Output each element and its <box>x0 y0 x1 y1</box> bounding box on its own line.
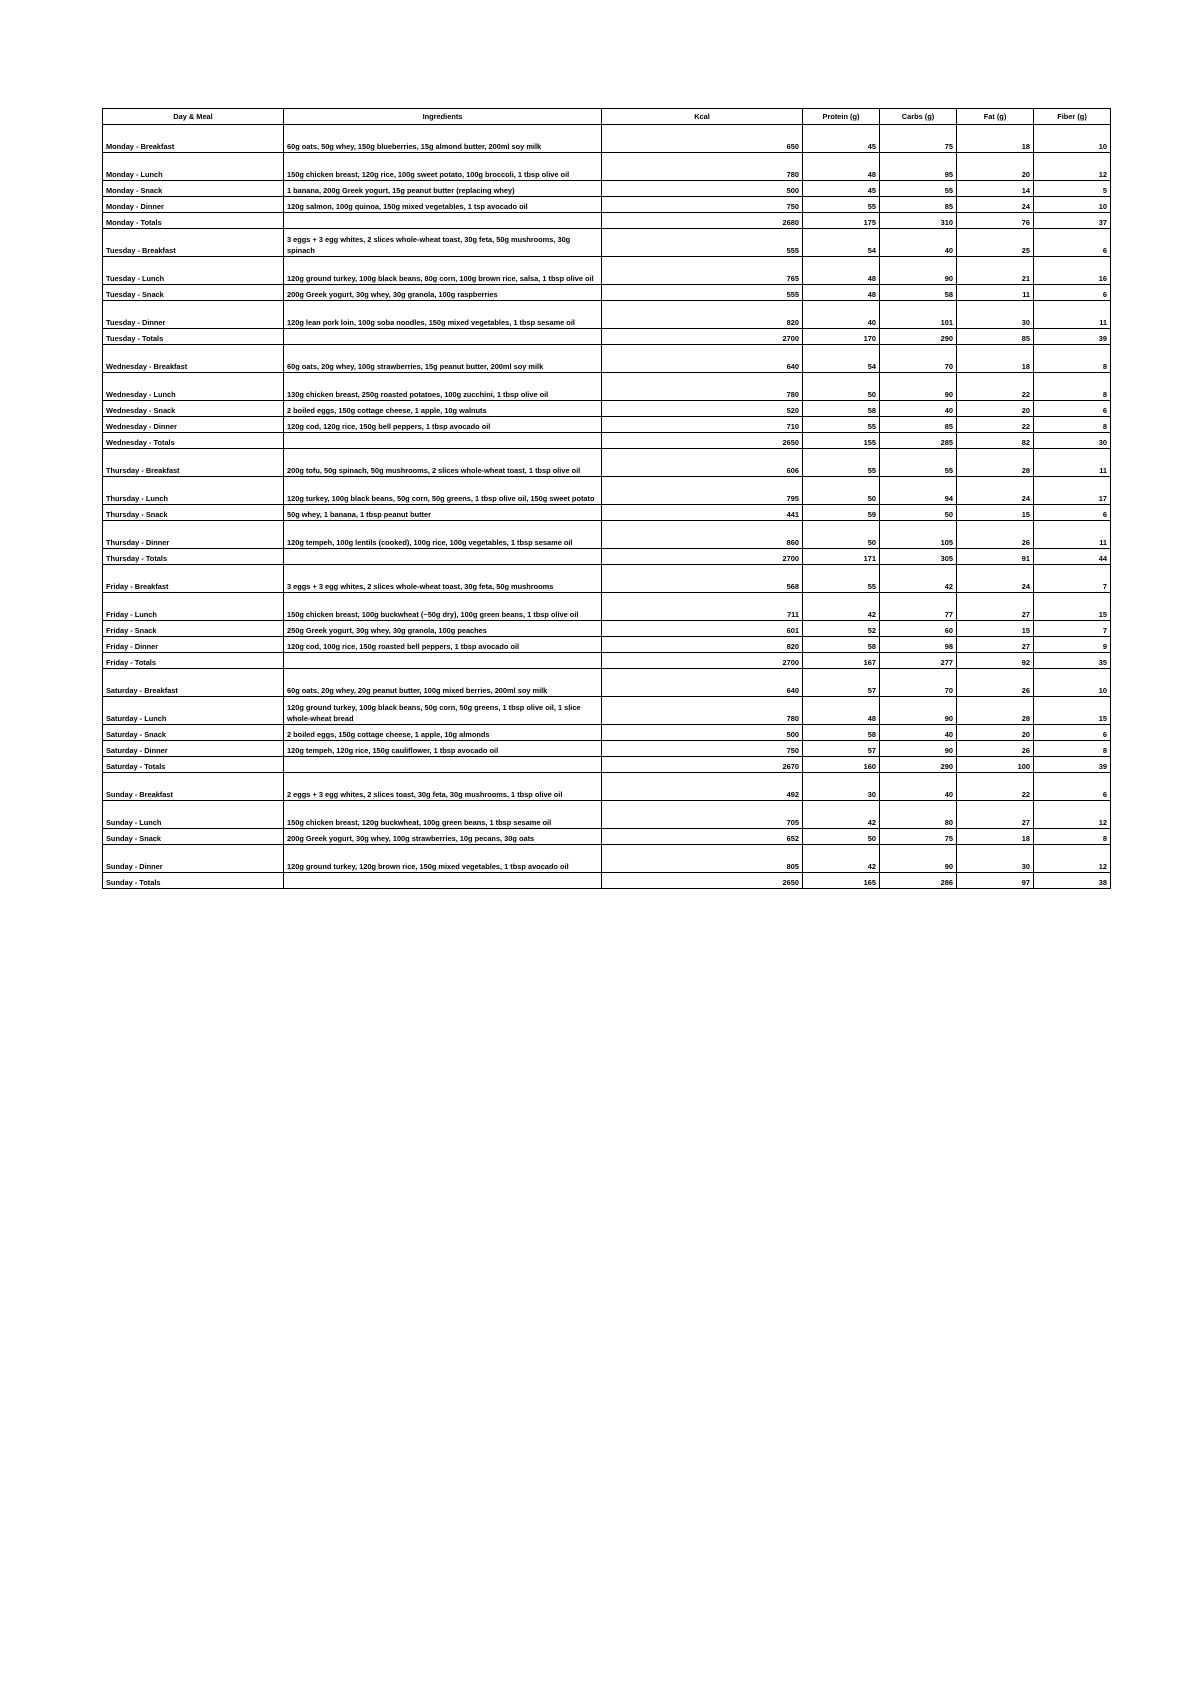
cell-fiber: 6 <box>1034 773 1111 801</box>
cell-fiber: 7 <box>1034 621 1111 637</box>
cell-kcal: 780 <box>602 373 803 401</box>
cell-fiber: 35 <box>1034 653 1111 669</box>
cell-carbs: 90 <box>880 373 957 401</box>
cell-carbs: 290 <box>880 757 957 773</box>
cell-ingredients <box>284 873 602 889</box>
table-row <box>103 401 1111 417</box>
cell-kcal: 765 <box>602 257 803 285</box>
cell-ingredients: 150g chicken breast, 100g buckwheat (~50g dry), 100g green beans, 1 tbsp olive oil <box>284 593 602 621</box>
cell-ingredients: 150g chicken breast, 120g buckwheat, 100g green beans, 1 tbsp sesame oil <box>284 801 602 829</box>
table-row <box>103 433 1111 449</box>
cell-fiber: 7 <box>1034 565 1111 593</box>
cell-day-meal: Tuesday - Dinner <box>103 301 284 329</box>
table-row <box>103 329 1111 345</box>
cell-kcal: 780 <box>602 153 803 181</box>
cell-fat: 11 <box>957 285 1034 301</box>
cell-ingredients: 2 eggs + 3 egg whites, 2 slices toast, 30g feta, 30g mushrooms, 1 tbsp olive oil <box>284 773 602 801</box>
cell-protein: 42 <box>803 801 880 829</box>
cell-fat: 27 <box>957 593 1034 621</box>
cell-fat: 85 <box>957 329 1034 345</box>
cell-kcal: 500 <box>602 181 803 197</box>
cell-carbs: 105 <box>880 521 957 549</box>
cell-carbs: 40 <box>880 725 957 741</box>
cell-kcal: 780 <box>602 697 803 725</box>
cell-carbs: 75 <box>880 829 957 845</box>
cell-day-meal: Friday - Totals <box>103 653 284 669</box>
header-ingredients: Ingredients <box>284 109 602 125</box>
cell-carbs: 286 <box>880 873 957 889</box>
cell-day-meal: Tuesday - Breakfast <box>103 229 284 257</box>
cell-carbs: 90 <box>880 257 957 285</box>
cell-carbs: 55 <box>880 449 957 477</box>
cell-kcal: 492 <box>602 773 803 801</box>
cell-fiber: 16 <box>1034 257 1111 285</box>
cell-kcal: 820 <box>602 301 803 329</box>
cell-day-meal: Saturday - Snack <box>103 725 284 741</box>
cell-day-meal: Tuesday - Lunch <box>103 257 284 285</box>
cell-ingredients: 120g cod, 120g rice, 150g bell peppers, 1 tbsp avocado oil <box>284 417 602 433</box>
cell-day-meal: Friday - Dinner <box>103 637 284 653</box>
cell-fiber: 8 <box>1034 417 1111 433</box>
cell-carbs: 285 <box>880 433 957 449</box>
cell-carbs: 55 <box>880 181 957 197</box>
cell-carbs: 85 <box>880 197 957 213</box>
cell-fat: 76 <box>957 213 1034 229</box>
cell-fat: 14 <box>957 181 1034 197</box>
table-row <box>103 521 1111 549</box>
cell-day-meal: Wednesday - Totals <box>103 433 284 449</box>
cell-protein: 50 <box>803 521 880 549</box>
cell-fiber: 44 <box>1034 549 1111 565</box>
cell-carbs: 101 <box>880 301 957 329</box>
cell-kcal: 820 <box>602 637 803 653</box>
cell-kcal: 705 <box>602 801 803 829</box>
cell-fiber: 6 <box>1034 229 1111 257</box>
cell-ingredients: 60g oats, 50g whey, 150g blueberries, 15g almond butter, 200ml soy milk <box>284 125 602 153</box>
cell-fiber: 39 <box>1034 757 1111 773</box>
cell-carbs: 40 <box>880 401 957 417</box>
cell-protein: 42 <box>803 845 880 873</box>
cell-protein: 30 <box>803 773 880 801</box>
cell-day-meal: Saturday - Totals <box>103 757 284 773</box>
cell-kcal: 640 <box>602 345 803 373</box>
cell-protein: 55 <box>803 417 880 433</box>
cell-day-meal: Wednesday - Snack <box>103 401 284 417</box>
cell-fat: 20 <box>957 725 1034 741</box>
cell-ingredients: 200g Greek yogurt, 30g whey, 100g strawberries, 10g pecans, 30g oats <box>284 829 602 845</box>
cell-day-meal: Sunday - Totals <box>103 873 284 889</box>
meal-plan-sheet <box>102 108 1109 889</box>
header-day-meal: Day & Meal <box>103 109 284 125</box>
table-body <box>103 125 1111 889</box>
cell-protein: 171 <box>803 549 880 565</box>
cell-fiber: 12 <box>1034 153 1111 181</box>
cell-ingredients: 120g salmon, 100g quinoa, 150g mixed vegetables, 1 tsp avocado oil <box>284 197 602 213</box>
table-row <box>103 505 1111 521</box>
cell-ingredients: 150g chicken breast, 120g rice, 100g sweet potato, 100g broccoli, 1 tbsp olive oil <box>284 153 602 181</box>
cell-carbs: 77 <box>880 593 957 621</box>
table-row <box>103 873 1111 889</box>
cell-fiber: 8 <box>1034 829 1111 845</box>
cell-fat: 21 <box>957 257 1034 285</box>
cell-kcal: 500 <box>602 725 803 741</box>
cell-carbs: 277 <box>880 653 957 669</box>
cell-kcal: 555 <box>602 285 803 301</box>
cell-fiber: 10 <box>1034 669 1111 697</box>
cell-protein: 45 <box>803 125 880 153</box>
cell-fiber: 11 <box>1034 521 1111 549</box>
cell-day-meal: Thursday - Snack <box>103 505 284 521</box>
table-row <box>103 637 1111 653</box>
cell-fat: 97 <box>957 873 1034 889</box>
cell-fat: 22 <box>957 773 1034 801</box>
cell-carbs: 80 <box>880 801 957 829</box>
cell-kcal: 795 <box>602 477 803 505</box>
cell-fiber: 37 <box>1034 213 1111 229</box>
cell-carbs: 90 <box>880 741 957 757</box>
cell-carbs: 40 <box>880 773 957 801</box>
cell-fat: 25 <box>957 229 1034 257</box>
cell-protein: 55 <box>803 565 880 593</box>
cell-ingredients: 120g lean pork loin, 100g soba noodles, 150g mixed vegetables, 1 tbsp sesame oil <box>284 301 602 329</box>
cell-fat: 20 <box>957 401 1034 417</box>
cell-fiber: 39 <box>1034 329 1111 345</box>
cell-kcal: 640 <box>602 669 803 697</box>
table-row <box>103 125 1111 153</box>
cell-protein: 58 <box>803 725 880 741</box>
cell-fat: 22 <box>957 417 1034 433</box>
table-row <box>103 801 1111 829</box>
header-carbs: Carbs (g) <box>880 109 957 125</box>
cell-ingredients: 1 banana, 200g Greek yogurt, 15g peanut butter (replacing whey) <box>284 181 602 197</box>
cell-kcal: 555 <box>602 229 803 257</box>
cell-fiber: 38 <box>1034 873 1111 889</box>
cell-ingredients: 120g cod, 100g rice, 150g roasted bell peppers, 1 tbsp avocado oil <box>284 637 602 653</box>
cell-kcal: 2670 <box>602 757 803 773</box>
cell-fiber: 9 <box>1034 637 1111 653</box>
cell-fat: 92 <box>957 653 1034 669</box>
cell-ingredients: 120g ground turkey, 100g black beans, 80g corn, 100g brown rice, salsa, 1 tbsp olive oil <box>284 257 602 285</box>
table-row <box>103 477 1111 505</box>
cell-fiber: 15 <box>1034 593 1111 621</box>
cell-day-meal: Monday - Breakfast <box>103 125 284 153</box>
cell-day-meal: Monday - Snack <box>103 181 284 197</box>
cell-ingredients: 200g tofu, 50g spinach, 50g mushrooms, 2 slices whole-wheat toast, 1 tbsp olive oil <box>284 449 602 477</box>
cell-kcal: 568 <box>602 565 803 593</box>
table-row <box>103 197 1111 213</box>
cell-fiber: 11 <box>1034 449 1111 477</box>
cell-day-meal: Wednesday - Lunch <box>103 373 284 401</box>
cell-protein: 40 <box>803 301 880 329</box>
table-row <box>103 697 1111 725</box>
cell-fat: 27 <box>957 637 1034 653</box>
cell-day-meal: Saturday - Dinner <box>103 741 284 757</box>
cell-carbs: 58 <box>880 285 957 301</box>
cell-day-meal: Thursday - Breakfast <box>103 449 284 477</box>
cell-day-meal: Friday - Snack <box>103 621 284 637</box>
cell-fat: 24 <box>957 565 1034 593</box>
cell-fat: 27 <box>957 801 1034 829</box>
cell-carbs: 290 <box>880 329 957 345</box>
cell-day-meal: Tuesday - Snack <box>103 285 284 301</box>
table-row <box>103 565 1111 593</box>
cell-day-meal: Saturday - Breakfast <box>103 669 284 697</box>
cell-fat: 91 <box>957 549 1034 565</box>
cell-protein: 45 <box>803 181 880 197</box>
cell-carbs: 305 <box>880 549 957 565</box>
header-row <box>103 109 1111 125</box>
cell-fat: 15 <box>957 505 1034 521</box>
cell-fat: 26 <box>957 741 1034 757</box>
cell-fat: 30 <box>957 301 1034 329</box>
table-row <box>103 345 1111 373</box>
cell-protein: 175 <box>803 213 880 229</box>
cell-ingredients: 200g Greek yogurt, 30g whey, 30g granola, 100g raspberries <box>284 285 602 301</box>
cell-protein: 155 <box>803 433 880 449</box>
cell-kcal: 711 <box>602 593 803 621</box>
cell-day-meal: Thursday - Totals <box>103 549 284 565</box>
table-row <box>103 669 1111 697</box>
cell-day-meal: Sunday - Breakfast <box>103 773 284 801</box>
cell-kcal: 2680 <box>602 213 803 229</box>
table-row <box>103 757 1111 773</box>
cell-ingredients: 60g oats, 20g whey, 20g peanut butter, 100g mixed berries, 200ml soy milk <box>284 669 602 697</box>
cell-day-meal: Thursday - Dinner <box>103 521 284 549</box>
cell-fat: 100 <box>957 757 1034 773</box>
cell-fiber: 30 <box>1034 433 1111 449</box>
cell-ingredients: 120g ground turkey, 120g brown rice, 150g mixed vegetables, 1 tbsp avocado oil <box>284 845 602 873</box>
cell-kcal: 2700 <box>602 329 803 345</box>
cell-protein: 58 <box>803 401 880 417</box>
cell-protein: 59 <box>803 505 880 521</box>
cell-carbs: 94 <box>880 477 957 505</box>
cell-carbs: 70 <box>880 345 957 373</box>
table-row <box>103 181 1111 197</box>
table-row <box>103 653 1111 669</box>
cell-day-meal: Monday - Dinner <box>103 197 284 213</box>
cell-protein: 58 <box>803 637 880 653</box>
meal-plan-table <box>102 108 1111 889</box>
cell-ingredients <box>284 653 602 669</box>
cell-kcal: 2700 <box>602 653 803 669</box>
cell-protein: 167 <box>803 653 880 669</box>
cell-fat: 26 <box>957 521 1034 549</box>
cell-day-meal: Friday - Breakfast <box>103 565 284 593</box>
cell-fat: 24 <box>957 477 1034 505</box>
cell-ingredients: 120g tempeh, 100g lentils (cooked), 100g rice, 100g vegetables, 1 tbsp sesame oil <box>284 521 602 549</box>
cell-carbs: 70 <box>880 669 957 697</box>
cell-fat: 26 <box>957 669 1034 697</box>
cell-kcal: 652 <box>602 829 803 845</box>
cell-protein: 160 <box>803 757 880 773</box>
cell-protein: 42 <box>803 593 880 621</box>
table-row <box>103 213 1111 229</box>
cell-fat: 18 <box>957 829 1034 845</box>
cell-ingredients: 250g Greek yogurt, 30g whey, 30g granola, 100g peaches <box>284 621 602 637</box>
cell-protein: 170 <box>803 329 880 345</box>
cell-ingredients: 3 eggs + 3 egg whites, 2 slices whole-wheat toast, 30g feta, 50g mushrooms, 30g spinach <box>284 229 602 257</box>
header-protein: Protein (g) <box>803 109 880 125</box>
cell-day-meal: Tuesday - Totals <box>103 329 284 345</box>
header-fiber: Fiber (g) <box>1034 109 1111 125</box>
cell-fiber: 6 <box>1034 505 1111 521</box>
table-row <box>103 725 1111 741</box>
cell-protein: 50 <box>803 477 880 505</box>
cell-kcal: 441 <box>602 505 803 521</box>
table-row <box>103 621 1111 637</box>
cell-protein: 48 <box>803 285 880 301</box>
cell-protein: 57 <box>803 741 880 757</box>
cell-carbs: 98 <box>880 637 957 653</box>
cell-day-meal: Monday - Totals <box>103 213 284 229</box>
cell-fiber: 5 <box>1034 181 1111 197</box>
cell-ingredients <box>284 433 602 449</box>
cell-carbs: 85 <box>880 417 957 433</box>
table-row <box>103 549 1111 565</box>
cell-fat: 28 <box>957 697 1034 725</box>
cell-ingredients: 3 eggs + 3 egg whites, 2 slices whole-wheat toast, 30g feta, 50g mushrooms <box>284 565 602 593</box>
cell-protein: 48 <box>803 257 880 285</box>
cell-protein: 55 <box>803 449 880 477</box>
cell-day-meal: Sunday - Snack <box>103 829 284 845</box>
cell-ingredients <box>284 213 602 229</box>
cell-kcal: 601 <box>602 621 803 637</box>
table-row <box>103 773 1111 801</box>
cell-day-meal: Friday - Lunch <box>103 593 284 621</box>
cell-day-meal: Sunday - Dinner <box>103 845 284 873</box>
table-row <box>103 449 1111 477</box>
table-row <box>103 741 1111 757</box>
cell-protein: 54 <box>803 345 880 373</box>
table-row <box>103 301 1111 329</box>
cell-carbs: 42 <box>880 565 957 593</box>
cell-fiber: 12 <box>1034 801 1111 829</box>
cell-protein: 48 <box>803 153 880 181</box>
cell-kcal: 750 <box>602 197 803 213</box>
cell-fat: 30 <box>957 845 1034 873</box>
cell-ingredients: 60g oats, 20g whey, 100g strawberries, 15g peanut butter, 200ml soy milk <box>284 345 602 373</box>
cell-fiber: 12 <box>1034 845 1111 873</box>
cell-ingredients: 120g turkey, 100g black beans, 50g corn, 50g greens, 1 tbsp olive oil, 150g sweet potato <box>284 477 602 505</box>
cell-protein: 52 <box>803 621 880 637</box>
cell-carbs: 90 <box>880 697 957 725</box>
cell-day-meal: Thursday - Lunch <box>103 477 284 505</box>
cell-ingredients: 2 boiled eggs, 150g cottage cheese, 1 apple, 10g almonds <box>284 725 602 741</box>
cell-carbs: 50 <box>880 505 957 521</box>
cell-protein: 48 <box>803 697 880 725</box>
cell-fiber: 10 <box>1034 197 1111 213</box>
cell-kcal: 860 <box>602 521 803 549</box>
cell-kcal: 805 <box>602 845 803 873</box>
cell-fat: 28 <box>957 449 1034 477</box>
cell-kcal: 710 <box>602 417 803 433</box>
cell-day-meal: Wednesday - Dinner <box>103 417 284 433</box>
cell-fat: 18 <box>957 345 1034 373</box>
cell-protein: 54 <box>803 229 880 257</box>
cell-carbs: 90 <box>880 845 957 873</box>
table-row <box>103 229 1111 257</box>
cell-fat: 24 <box>957 197 1034 213</box>
cell-day-meal: Sunday - Lunch <box>103 801 284 829</box>
cell-fiber: 6 <box>1034 725 1111 741</box>
cell-ingredients: 130g chicken breast, 250g roasted potatoes, 100g zucchini, 1 tbsp olive oil <box>284 373 602 401</box>
table-row <box>103 593 1111 621</box>
cell-fiber: 8 <box>1034 373 1111 401</box>
cell-carbs: 75 <box>880 125 957 153</box>
cell-fat: 22 <box>957 373 1034 401</box>
cell-day-meal: Monday - Lunch <box>103 153 284 181</box>
cell-kcal: 520 <box>602 401 803 417</box>
header-fat: Fat (g) <box>957 109 1034 125</box>
cell-fiber: 6 <box>1034 401 1111 417</box>
cell-fat: 20 <box>957 153 1034 181</box>
cell-ingredients <box>284 549 602 565</box>
cell-fat: 82 <box>957 433 1034 449</box>
cell-ingredients: 120g ground turkey, 100g black beans, 50g corn, 50g greens, 1 tbsp olive oil, 1 slice whole-wheat bread <box>284 697 602 725</box>
cell-fiber: 15 <box>1034 697 1111 725</box>
table-row <box>103 257 1111 285</box>
cell-kcal: 2700 <box>602 549 803 565</box>
cell-fiber: 10 <box>1034 125 1111 153</box>
cell-protein: 50 <box>803 373 880 401</box>
cell-day-meal: Wednesday - Breakfast <box>103 345 284 373</box>
table-row <box>103 845 1111 873</box>
table-row <box>103 417 1111 433</box>
cell-ingredients <box>284 757 602 773</box>
cell-kcal: 606 <box>602 449 803 477</box>
header-kcal: Kcal <box>602 109 803 125</box>
cell-kcal: 2650 <box>602 873 803 889</box>
cell-fiber: 17 <box>1034 477 1111 505</box>
cell-fiber: 8 <box>1034 741 1111 757</box>
cell-carbs: 60 <box>880 621 957 637</box>
cell-fiber: 6 <box>1034 285 1111 301</box>
cell-kcal: 2650 <box>602 433 803 449</box>
cell-day-meal: Saturday - Lunch <box>103 697 284 725</box>
table-row <box>103 285 1111 301</box>
cell-ingredients: 50g whey, 1 banana, 1 tbsp peanut butter <box>284 505 602 521</box>
table-row <box>103 153 1111 181</box>
cell-protein: 50 <box>803 829 880 845</box>
table-row <box>103 373 1111 401</box>
cell-protein: 165 <box>803 873 880 889</box>
cell-carbs: 40 <box>880 229 957 257</box>
cell-fat: 18 <box>957 125 1034 153</box>
cell-ingredients <box>284 329 602 345</box>
cell-kcal: 650 <box>602 125 803 153</box>
cell-fiber: 8 <box>1034 345 1111 373</box>
cell-protein: 57 <box>803 669 880 697</box>
cell-kcal: 750 <box>602 741 803 757</box>
cell-fat: 15 <box>957 621 1034 637</box>
cell-protein: 55 <box>803 197 880 213</box>
table-row <box>103 829 1111 845</box>
cell-ingredients: 120g tempeh, 120g rice, 150g cauliflower, 1 tbsp avocado oil <box>284 741 602 757</box>
cell-carbs: 310 <box>880 213 957 229</box>
cell-carbs: 95 <box>880 153 957 181</box>
cell-ingredients: 2 boiled eggs, 150g cottage cheese, 1 apple, 10g walnuts <box>284 401 602 417</box>
cell-fiber: 11 <box>1034 301 1111 329</box>
